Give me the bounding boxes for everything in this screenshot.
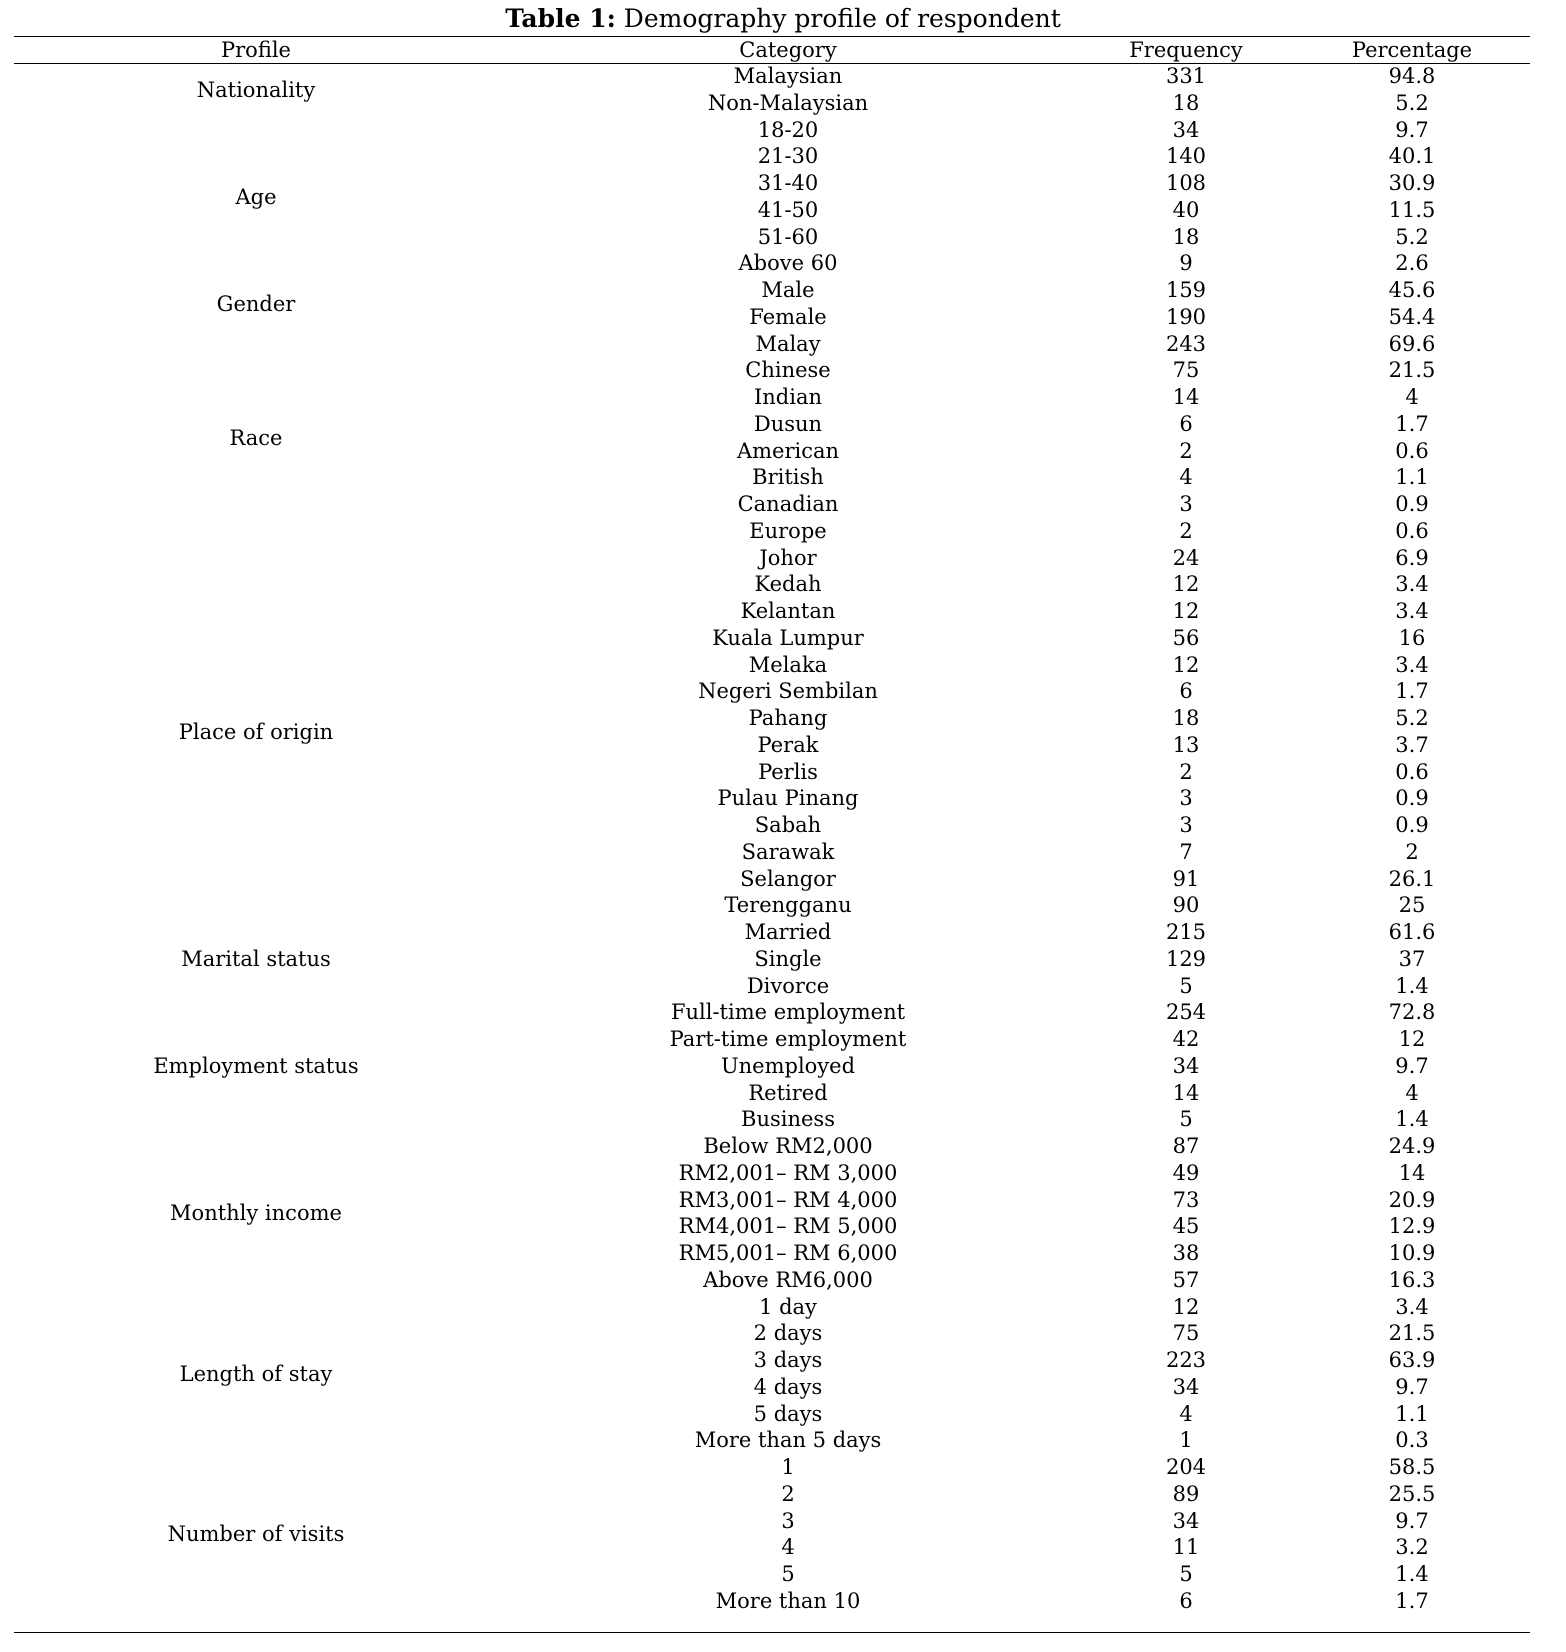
category-cell: 5 days: [753, 1401, 823, 1426]
category-cell: Retired: [748, 1080, 828, 1105]
frequency-cell: 2: [1179, 518, 1193, 543]
percentage-cell: 5.2: [1395, 224, 1429, 249]
frequency-cell: 3: [1179, 492, 1193, 516]
frequency-cell: 6: [1179, 411, 1193, 436]
frequency-cell: 4: [1179, 1401, 1193, 1426]
frequency-cell: 6: [1179, 679, 1193, 704]
profile-group-label: Race: [229, 425, 283, 450]
frequency-cell: 34: [1172, 117, 1200, 142]
percentage-cell: 3.4: [1395, 599, 1429, 623]
percentage-cell: 72.8: [1388, 1000, 1436, 1025]
category-cell: Male: [761, 278, 815, 302]
percentage-cell: 94.8: [1388, 64, 1436, 88]
frequency-cell: 18: [1172, 90, 1200, 115]
percentage-cell: 3.7: [1395, 732, 1429, 757]
frequency-cell: 12: [1172, 572, 1200, 597]
table-row: [0, 625, 1566, 652]
percentage-cell: 4: [1405, 1080, 1419, 1105]
category-cell: More than 5 days: [694, 1428, 882, 1453]
frequency-cell: 1: [1179, 1428, 1193, 1453]
percentage-cell: 3.4: [1395, 572, 1429, 597]
frequency-cell: 75: [1172, 1321, 1200, 1346]
frequency-cell: 254: [1165, 1000, 1207, 1025]
frequency-cell: 87: [1172, 1134, 1200, 1158]
percentage-cell: 3.2: [1395, 1535, 1429, 1560]
category-cell: American: [736, 438, 840, 463]
table-row: [0, 1454, 1566, 1481]
table-row: [0, 866, 1566, 893]
category-cell: Europe: [749, 518, 827, 543]
percentage-cell: 25: [1398, 893, 1426, 918]
frequency-cell: 73: [1172, 1187, 1200, 1212]
frequency-cell: 12: [1172, 1294, 1200, 1319]
frequency-cell: 40: [1172, 197, 1200, 222]
percentage-cell: 9.7: [1395, 1374, 1429, 1399]
table-row: [0, 999, 1566, 1026]
frequency-cell: 45: [1172, 1214, 1200, 1239]
frequency-cell: 75: [1172, 358, 1200, 383]
frequency-cell: 34: [1172, 1374, 1200, 1399]
table-row: [0, 1133, 1566, 1160]
profile-group-label: Length of stay: [179, 1361, 333, 1386]
profile-group-label: Marital status: [181, 947, 331, 972]
frequency-cell: 12: [1172, 599, 1200, 623]
category-cell: Below RM2,000: [703, 1134, 873, 1158]
frequency-cell: 223: [1165, 1348, 1207, 1372]
category-cell: Unemployed: [720, 1053, 856, 1078]
category-cell: 3: [781, 1508, 795, 1533]
table-row: [0, 812, 1566, 839]
percentage-cell: 1.7: [1395, 411, 1429, 436]
frequency-cell: 5: [1179, 973, 1193, 998]
percentage-cell: 9.7: [1395, 1053, 1429, 1078]
category-cell: 5: [781, 1562, 795, 1586]
table-row: [0, 839, 1566, 866]
frequency-cell: 190: [1165, 304, 1207, 329]
category-cell: 1 day: [759, 1294, 817, 1319]
frequency-cell: 24: [1172, 545, 1200, 570]
percentage-cell: 2: [1405, 839, 1419, 864]
percentage-cell: 6.9: [1395, 545, 1429, 570]
table-row: [0, 1294, 1566, 1321]
percentage-cell: 0.9: [1395, 492, 1429, 516]
table-row: [0, 571, 1566, 598]
table-caption-label: Table 1:: [505, 4, 616, 33]
percentage-cell: 1.1: [1395, 1401, 1429, 1426]
frequency-cell: 243: [1165, 331, 1207, 356]
percentage-cell: 1.4: [1395, 973, 1429, 998]
category-cell: Terengganu: [724, 893, 852, 918]
frequency-cell: 9: [1179, 251, 1193, 276]
frequency-cell: 56: [1172, 625, 1200, 650]
frequency-cell: 13: [1172, 732, 1200, 757]
category-cell: Negeri Sembilan: [698, 679, 878, 704]
table-row: [0, 384, 1566, 411]
frequency-cell: 2: [1179, 438, 1193, 463]
frequency-cell: 331: [1165, 64, 1207, 88]
category-cell: Married: [744, 920, 832, 944]
category-cell: Indian: [753, 385, 823, 409]
category-cell: Pulau Pinang: [717, 786, 859, 811]
table-row: [0, 1427, 1566, 1454]
table-row: [0, 1267, 1566, 1294]
table-caption: [0, 4, 1566, 34]
percentage-cell: 1.4: [1395, 1562, 1429, 1586]
category-cell: 3 days: [753, 1348, 823, 1372]
percentage-cell: 21.5: [1388, 358, 1436, 383]
table-caption-text: Demography profile of respondent: [615, 4, 1061, 33]
frequency-cell: 14: [1172, 1080, 1200, 1105]
table-row: [0, 545, 1566, 572]
category-cell: Selangor: [740, 866, 836, 891]
percentage-cell: 12: [1398, 1027, 1426, 1051]
table-row: [0, 1160, 1566, 1187]
frequency-cell: 38: [1172, 1241, 1200, 1265]
frequency-cell: 159: [1165, 278, 1207, 302]
frequency-cell: 12: [1172, 652, 1200, 677]
frequency-cell: 108: [1165, 171, 1207, 195]
category-cell: Divorce: [746, 973, 830, 998]
percentage-cell: 0.6: [1395, 438, 1429, 463]
percentage-cell: 1.7: [1395, 1588, 1429, 1613]
percentage-cell: 0.3: [1395, 1428, 1429, 1453]
table-row: [0, 678, 1566, 705]
frequency-cell: 90: [1172, 893, 1200, 918]
category-cell: Johor: [759, 545, 817, 570]
frequency-cell: 5: [1179, 1107, 1193, 1132]
header-percentage: Percentage: [1351, 38, 1473, 62]
percentage-cell: 58.5: [1388, 1455, 1436, 1479]
category-cell: Perlis: [758, 759, 818, 784]
percentage-cell: 16: [1398, 625, 1426, 650]
frequency-cell: 6: [1179, 1588, 1193, 1613]
percentage-cell: 10.9: [1388, 1241, 1436, 1265]
profile-group-label: Number of visits: [167, 1522, 345, 1547]
table-row: [0, 1320, 1566, 1347]
percentage-cell: 21.5: [1388, 1321, 1436, 1346]
percentage-cell: 3.4: [1395, 652, 1429, 677]
category-cell: 1: [781, 1455, 795, 1479]
percentage-cell: 1.4: [1395, 1107, 1429, 1132]
profile-group-label: Nationality: [196, 77, 316, 102]
percentage-cell: 69.6: [1388, 331, 1436, 356]
percentage-cell: 2.6: [1395, 251, 1429, 276]
table-row: [0, 652, 1566, 679]
percentage-cell: 24.9: [1388, 1134, 1436, 1158]
category-cell: Business: [741, 1107, 835, 1132]
profile-group-label: Gender: [216, 291, 296, 316]
table-row: [0, 1080, 1566, 1107]
table-row: [0, 1106, 1566, 1133]
category-cell: Single: [754, 946, 822, 971]
percentage-cell: 61.6: [1388, 920, 1436, 944]
percentage-cell: 0.9: [1395, 813, 1429, 837]
category-cell: Canadian: [737, 492, 839, 516]
table-row: [0, 1240, 1566, 1267]
percentage-cell: 5.2: [1395, 90, 1429, 115]
table-row: [0, 919, 1566, 946]
category-cell: 41-50: [757, 197, 819, 222]
category-cell: 4 days: [753, 1374, 823, 1399]
table-row: [0, 1401, 1566, 1428]
category-cell: RM5,001– RM 6,000: [678, 1241, 898, 1265]
percentage-cell: 5.2: [1395, 706, 1429, 730]
category-cell: 2: [781, 1481, 795, 1506]
percentage-cell: 1.7: [1395, 679, 1429, 704]
table-row: [0, 759, 1566, 786]
category-cell: 2 days: [753, 1321, 823, 1346]
percentage-cell: 25.5: [1388, 1481, 1436, 1506]
category-cell: Above RM6,000: [703, 1267, 873, 1292]
profile-group-label: Monthly income: [170, 1201, 342, 1226]
percentage-cell: 40.1: [1388, 144, 1436, 169]
frequency-cell: 2: [1179, 759, 1193, 784]
category-cell: 18-20: [757, 117, 819, 142]
category-cell: 51-60: [757, 224, 819, 249]
percentage-cell: 3.4: [1395, 1294, 1429, 1319]
percentage-cell: 0.9: [1395, 786, 1429, 811]
category-cell: Malaysian: [733, 64, 843, 88]
frequency-cell: 7: [1179, 839, 1193, 864]
frequency-cell: 129: [1165, 946, 1207, 971]
category-cell: Chinese: [745, 358, 831, 383]
category-cell: RM2,001– RM 3,000: [678, 1160, 898, 1185]
category-cell: RM4,001– RM 5,000: [678, 1214, 898, 1239]
table-row: [0, 250, 1566, 277]
frequency-cell: 5: [1179, 1562, 1193, 1586]
percentage-cell: 54.4: [1388, 304, 1436, 329]
category-cell: Above 60: [738, 251, 838, 276]
percentage-cell: 37: [1398, 946, 1426, 971]
category-cell: Kuala Lumpur: [712, 625, 864, 650]
category-cell: Malay: [755, 331, 821, 356]
header-category: Category: [739, 38, 837, 62]
percentage-cell: 0.6: [1395, 518, 1429, 543]
frequency-cell: 18: [1172, 706, 1200, 730]
table-row: [0, 1026, 1566, 1053]
percentage-cell: 63.9: [1388, 1348, 1436, 1372]
category-cell: British: [752, 465, 824, 490]
percentage-cell: 45.6: [1388, 278, 1436, 302]
category-cell: Pahang: [748, 706, 828, 730]
table-row: [0, 224, 1566, 251]
category-cell: Part-time employment: [669, 1027, 907, 1051]
table-row: [0, 785, 1566, 812]
percentage-cell: 11.5: [1388, 197, 1436, 222]
frequency-cell: 14: [1172, 385, 1200, 409]
frequency-cell: 42: [1172, 1027, 1200, 1051]
category-cell: Kedah: [754, 572, 822, 597]
frequency-cell: 49: [1172, 1160, 1200, 1185]
table-row: [0, 331, 1566, 358]
frequency-cell: 215: [1165, 920, 1207, 944]
table-row: [0, 518, 1566, 545]
profile-group-label: Employment status: [153, 1054, 359, 1079]
percentage-cell: 30.9: [1388, 171, 1436, 195]
header-profile: Profile: [221, 38, 291, 62]
profile-group-label: Age: [235, 184, 277, 209]
table-row: [0, 491, 1566, 518]
category-cell: 21-30: [757, 144, 819, 169]
category-cell: RM3,001– RM 4,000: [678, 1187, 898, 1212]
table-row: [0, 464, 1566, 491]
table-row: [0, 117, 1566, 144]
table-row: [0, 143, 1566, 170]
frequency-cell: 34: [1172, 1508, 1200, 1533]
frequency-cell: 11: [1172, 1535, 1200, 1560]
header-frequency: Frequency: [1129, 38, 1243, 62]
frequency-cell: 18: [1172, 224, 1200, 249]
table-row: [0, 1481, 1566, 1508]
category-cell: More than 10: [715, 1588, 861, 1613]
frequency-cell: 204: [1165, 1455, 1207, 1479]
frequency-cell: 89: [1172, 1481, 1200, 1506]
category-cell: Perak: [757, 732, 819, 757]
category-cell: 4: [781, 1535, 795, 1560]
table-row: [0, 357, 1566, 384]
table-row: [0, 1561, 1566, 1588]
frequency-cell: 3: [1179, 813, 1193, 837]
category-cell: Sabah: [754, 813, 822, 837]
frequency-cell: 3: [1179, 786, 1193, 811]
table-row: [0, 973, 1566, 1000]
percentage-cell: 12.9: [1388, 1214, 1436, 1239]
percentage-cell: 9.7: [1395, 117, 1429, 142]
frequency-cell: 57: [1172, 1267, 1200, 1292]
percentage-cell: 26.1: [1388, 866, 1436, 891]
category-cell: Sarawak: [741, 839, 835, 864]
percentage-cell: 14: [1398, 1160, 1426, 1185]
category-cell: Melaka: [748, 652, 828, 677]
frequency-cell: 4: [1179, 465, 1193, 490]
frequency-cell: 140: [1165, 144, 1207, 169]
percentage-cell: 16.3: [1388, 1267, 1436, 1292]
table-row: [0, 1588, 1566, 1615]
percentage-cell: 0.6: [1395, 759, 1429, 784]
percentage-cell: 9.7: [1395, 1508, 1429, 1533]
percentage-cell: 20.9: [1388, 1187, 1436, 1212]
category-cell: Kelantan: [740, 599, 836, 623]
percentage-cell: 4: [1405, 385, 1419, 409]
percentage-cell: 1.1: [1395, 465, 1429, 490]
frequency-cell: 91: [1172, 866, 1200, 891]
category-cell: 31-40: [757, 171, 819, 195]
profile-group-label: Place of origin: [178, 719, 334, 744]
category-cell: Female: [749, 304, 827, 329]
category-cell: Full-time employment: [670, 1000, 906, 1025]
table-row: [0, 598, 1566, 625]
table-row: [0, 892, 1566, 919]
category-cell: Dusun: [753, 411, 823, 436]
frequency-cell: 34: [1172, 1053, 1200, 1078]
table-bottom-rule: [14, 1632, 1530, 1633]
category-cell: Non-Malaysian: [707, 90, 869, 115]
